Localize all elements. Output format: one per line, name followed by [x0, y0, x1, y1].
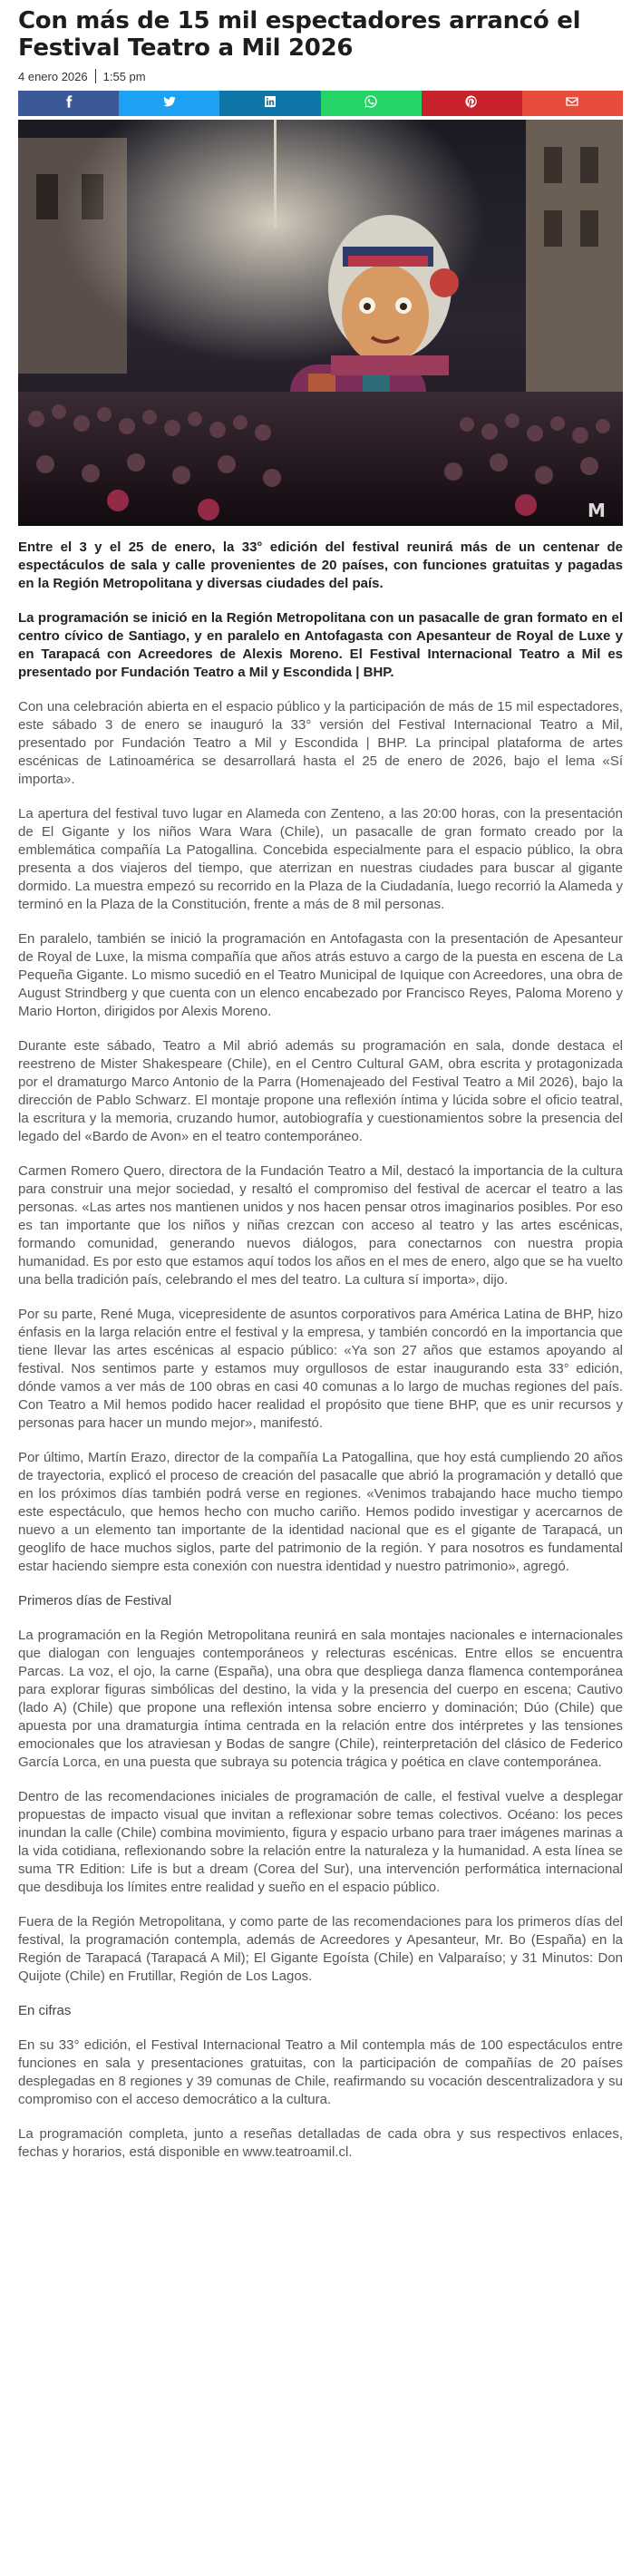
body-paragraph: La programación completa, junto a reseñas detalladas de cada obra y sus respectivos enlaces, fechas y horarios, está disponible en www.teatroamil.cl. [18, 2126, 623, 2160]
body-paragraph: Fuera de la Región Metropolitana, y como parte de las recomendaciones para los primeros días del festival, la programación contempla, además de Acreedores y Apesanteur, Mr. Bo (España) en la Región de Tarapacá (Tarapacá A Mil); El Gigante Egoísta (Chile) en Valparaíso; y 31 Minutos: Don Quijote (Chile) en Frutillar, Región de Los Lagos. [18, 1914, 623, 1984]
body-paragraph: Carmen Romero Quero, directora de la Fundación Teatro a Mil, destacó la importancia de la cultura para construir una mejor sociedad, y resaltó el compromiso del festival de acercar el teatro a las personas. «Las artes nos mantienen unidos y nos hacen pensar otros imaginarios posibles. Por eso es tan importante que los niños y niñas crezcan con acceso al teatro y las artes escénicas, formando comunidad, generando nuevos diálogos, para conectarnos con nuestra propia humanidad. Es por esto que estamos aquí todos los años en el mes de enero, algo que se ha vuelto una bella tradición país, celebrando el mes del teatro. La cultura sí importa», dijo. [18, 1163, 623, 1288]
lead-paragraph-1: Entre el 3 y el 25 de enero, la 33° edición del festival reunirá más de un centenar de espectáculos de sala y calle provenientes de 20 países, con funciones gratuitas y pagadas en la Región Metropolitana y diversas ciudades del país. [18, 540, 623, 591]
section-heading: En cifras [18, 2003, 72, 2018]
email-icon [565, 94, 579, 113]
body-paragraph: Durante este sábado, Teatro a Mil abrió además su programación en sala, donde destaca el reestreno de Mister Shakespeare (Chile), en el Centro Cultural GAM, obra escrita y protagonizada por el dramaturgo Marco Antonio de la Parra (Homenajeado del Festival Teatro a Mil 2026), bajo la dirección de Pablo Schwarz. El montaje propone una reflexión íntima y lúcida sobre el oficio teatral, la escritura y la memoria, cruzando humor, autobiografía y cuestionamientos sobre la presencia del legado del «Bardo de Avon» en el teatro contemporáneo. [18, 1038, 623, 1144]
twitter-icon [162, 94, 177, 113]
body-paragraph: La apertura del festival tuvo lugar en Alameda con Zenteno, a las 20:00 horas, con la presentación de El Gigante y los niños Wara Wara (Chile), un pasacalle de gran formato creado por la emblemática compañía La Patogallina. Concebida especialmente para el espacio público, la obra presenta a dos viajeros del tiempo, que aterrizan en nuestras ciudades para buscar al gigante dormido. La muestra empezó su recorrido en la Plaza de la Ciudadanía, luego recorrió la Alameda y terminó en la Plaza de la Constitución, frente a más de 8 mil personas. [18, 806, 623, 912]
article-meta [18, 69, 623, 83]
section-heading: Primeros días de Festival [18, 1593, 172, 1609]
hero-watermark: M [588, 500, 606, 521]
share-whatsapp-button[interactable] [321, 91, 422, 116]
body-paragraph: Por su parte, René Muga, vicepresidente de asuntos corporativos para América Latina de BHP, hizo énfasis en la larga relación entre el festival y la empresa, y también concordó en la importancia que tiene llevar las artes escénicas al espacio público: «Ya son 27 años que estamos apoyando al festival. Nos sentimos parte y estamos muy orgullosos de estar inaugurando esta 33° edición, dónde vamos a ver más de 100 obras en casi 40 comunas a lo largo de muchas regiones del país. Con Teatro a Mil hemos podido hacer realidad el propósito que tiene BHP, que es unir recursos y personas para hacer un mundo mejor», manifestó. [18, 1307, 623, 1431]
article [18, 0, 623, 2162]
hero-image [18, 120, 623, 526]
body-paragraph: La programación en la Región Metropolitana reunirá en sala montajes nacionales e internacionales que dialogan con lenguajes contemporáneos y relecturas escénicas. Entre ellos se encuentra Parcas. La voz, el ojo, la carne (España), una obra que despliega danza flamenca contemporánea para explorar figuras simbólicas del destino, la vida y la presencia del cuerpo en escena; Cautivo (lado A) (Chile) que propone una reflexión intensa sobre encierro y dominación; Dúo (Chile) que apuesta por una dramaturgia íntima centrada en la relación entre dos intérpretes y las tensiones emocionales que los atraviesan y Bodas de sangre (Chile), reinterpretación del clásico de Federico García Lorca, en una puesta que subraya su potencia trágica y poética en clave contemporánea. [18, 1628, 623, 1770]
whatsapp-icon [364, 94, 378, 113]
share-email-button[interactable] [522, 91, 623, 116]
lead-paragraph-2: La programación se inició en la Región Metropolitana con un pasacalle de gran formato en el centro cívico de Santiago, y en paralelo en Antofagasta con Apesanteur de Royal de Luxe y en Tarapacá con Acreedores de Alexis Moreno. El Festival Internacional Teatro a Mil es presentado por Fundación Teatro a Mil y Escondida | BHP. [18, 610, 623, 680]
share-pinterest-button[interactable] [422, 91, 522, 116]
facebook-icon [62, 94, 76, 113]
body-paragraph: En paralelo, también se inició la programación en Antofagasta con la presentación de Apesanteur de Royal de Luxe, la misma compañía que años atrás estuvo a cargo de la puesta en escena de La Pequeña Gigante. Lo mismo sucedió en el Teatro Municipal de Iquique con Acreedores, una obra de August Strindberg y que cuenta con un elenco encabezado por Francisco Reyes, Paloma Moreno y Mario Horton, dirigidos por Alexis Moreno. [18, 931, 623, 1019]
share-linkedin-button[interactable] [219, 91, 320, 116]
meta-divider [95, 69, 96, 83]
publish-date: 4 enero 2026 [18, 69, 88, 83]
body-paragraph: Dentro de las recomendaciones iniciales de programación de calle, el festival vuelve a desplegar propuestas de impacto visual que invitan a reflexionar sobre temas colectivos. Océano: los peces inundan la calle (Chile) combina movimiento, figura y espacio urbano para traer imágenes marinas a la vida cotidiana, reflexionando sobre la relación entre la naturaleza y la humanidad. A esta línea se suma TR Edition: Life is but a dream (Corea del Sur), una intervención performática internacional que desdibuja los límites entre realidad y sueño en el espacio público. [18, 1789, 624, 1895]
share-bar [18, 91, 623, 116]
body-paragraph: Por último, Martín Erazo, director de la compañía La Patogallina, que hoy está cumpliendo 20 años de trayectoria, explicó el proceso de creación del pasacalle que abrió la programación y detalló que en los próximos días también podrá verse en regiones. «Venimos trabajando hace mucho tiempo este espectáculo, que hemos hecho con mucho cariño. Hemos podido investigar y acercarnos de nuevo a un elemento tan importante de la identidad nacional que es el gigante de Tarapacá, un geoglifo de hace muchos siglos, parte del patrimonio de la región. Y para nosotros es fundamental estar haciendo siempre esta conexión con nuestra identidad y nuestro patrimonio», agregó. [18, 1450, 623, 1574]
share-twitter-button[interactable] [119, 91, 219, 116]
body-paragraph: Con una celebración abierta en el espacio público y la participación de más de 15 mil espectadores, este sábado 3 de enero se inauguró la 33° versión del Festival Internacional Teatro a Mil, presentado por Fundación Teatro a Mil y Escondida | BHP. La principal plataforma de artes escénicas de Latinoamérica se desarrollará hasta el 25 de enero de 2026, bajo el lema «Sí importa». [18, 699, 623, 787]
linkedin-icon [263, 94, 277, 113]
publish-time: 1:55 pm [102, 69, 146, 83]
pinterest-icon [464, 94, 479, 113]
body-paragraph: En su 33° edición, el Festival Internacional Teatro a Mil contempla más de 100 espectáculos entre funciones en sala y presentaciones gratuitas, con la participación de compañías de 20 países desplegadas en 8 regiones y 39 comunas de Chile, reafirmando su vocación descentralizadora y su compromiso con el acceso democrático a la cultura. [18, 2037, 623, 2107]
share-facebook-button[interactable] [18, 91, 119, 116]
article-headline: Con más de 15 mil espectadores arrancó el Festival Teatro a Mil 2026 [18, 7, 581, 62]
